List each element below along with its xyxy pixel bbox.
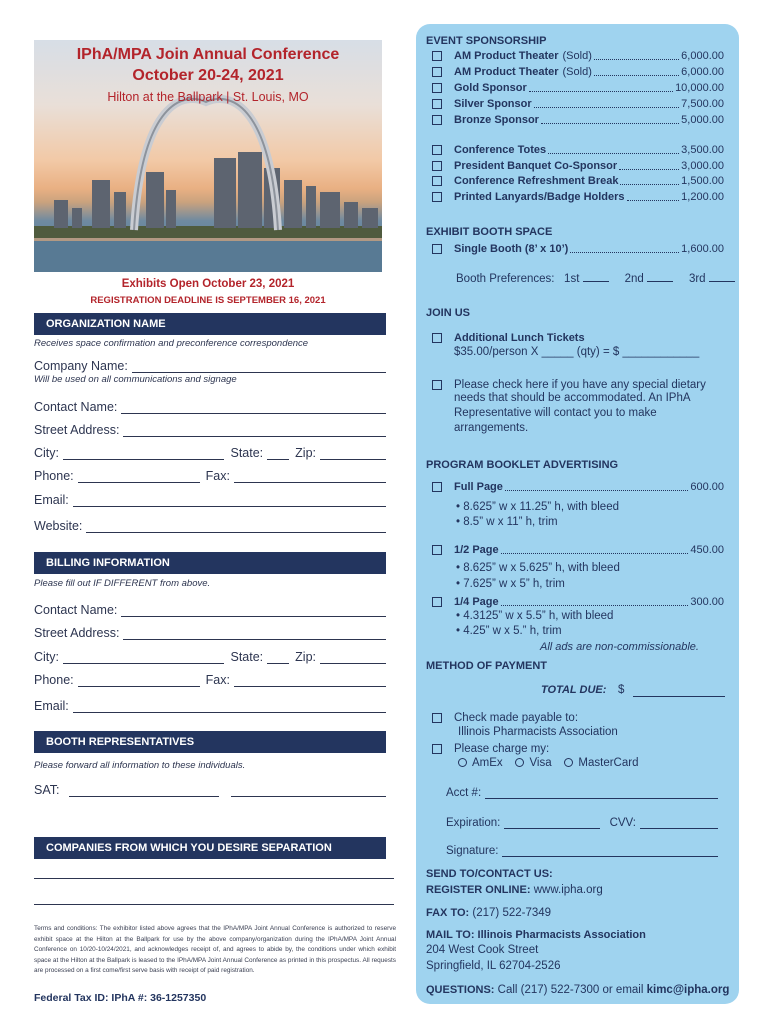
mail-to-label: MAIL TO: Illinois Pharmacists Association (426, 929, 646, 941)
sponsorship-label: Bronze Sponsor (454, 113, 539, 126)
phone-label: Phone: (34, 469, 74, 483)
total-due-currency: $ (618, 684, 625, 696)
terms-and-conditions: Terms and conditions: The exhibitor listed above agrees that the IPhA/MPA Joint Annual Conference is authorized to reserve exhibit space at the Hilton at the Ballpark for use by the above company/organization during the IPhA/MPA Joint Annual Conference on 10/20-10/24/2021, and acknowledges receipt of, and agrees to abide by, the conditions under which exhibit space at the Hilton at the Ballpark is leased to the IPhA/MPA Joint Annual Conference as printed in this prospectus. All requests are processed on a first come/first serve basis with receipt of paid registration. (34, 925, 396, 975)
billing-city-label: City: (34, 650, 59, 664)
sponsorship-option[interactable] (432, 173, 724, 188)
booth-preferences (456, 272, 735, 285)
state-label: State: (230, 446, 264, 460)
send-to-header: SEND TO/CONTACT US: (426, 868, 553, 880)
lunch-tickets-price: $35.00/person X _____ (qty) = $ ____________ (454, 346, 700, 358)
pref-3-label: 3rd (688, 273, 706, 285)
leader-dots (620, 176, 679, 185)
check-payment-label: Check made payable to: (454, 711, 579, 724)
charge-card-label: Please charge my: (454, 742, 550, 755)
leader-dots (594, 67, 679, 76)
card-type-options (458, 757, 638, 769)
account-number-field[interactable] (446, 784, 718, 799)
sat-input-2[interactable] (231, 785, 386, 797)
website-label: Website: (34, 519, 83, 533)
phone-fax-field[interactable] (34, 467, 386, 483)
organization-note: Receives space confirmation and preconference correspondence (34, 338, 309, 349)
sponsorship-checkbox[interactable] (432, 176, 442, 186)
leader-dots (619, 161, 679, 170)
total-due-label: TOTAL DUE: (541, 684, 607, 696)
quarter-page-ad-option[interactable] (432, 594, 724, 609)
sponsorship-checkbox[interactable] (432, 83, 442, 93)
sponsorship-option[interactable] (432, 80, 724, 95)
dietary-needs-text-4: arrangements. (454, 422, 529, 434)
email-field[interactable] (34, 491, 386, 507)
sponsorship-option[interactable] (432, 158, 724, 173)
expiration-cvv-field[interactable] (446, 814, 718, 829)
sponsorship-amount: 3,500.00 (681, 143, 724, 156)
billing-street-address-field[interactable] (34, 624, 386, 640)
leader-dots (594, 51, 679, 60)
exhibits-open-date: Exhibits Open October 23, 2021 (121, 278, 295, 290)
state-input[interactable] (267, 448, 289, 460)
email-input[interactable] (73, 495, 386, 507)
quarter-page-ad-checkbox[interactable] (432, 597, 442, 607)
billing-email-input[interactable] (73, 701, 386, 713)
billing-section-header: BILLING INFORMATION (34, 552, 386, 574)
fax-to (426, 907, 551, 919)
hero-image (34, 40, 382, 272)
half-page-spec-1: • 8.625” w x 5.625” h, with bleed (456, 562, 620, 574)
street-address-field[interactable] (34, 421, 386, 437)
sponsorship-status: (Sold) (562, 65, 592, 78)
billing-zip-label: Zip: (295, 650, 316, 664)
sponsorship-label: AM Product Theater (454, 49, 559, 62)
signature-label: Signature: (446, 845, 499, 857)
sponsorship-checkbox[interactable] (432, 161, 442, 171)
single-booth-amount: 1,600.00 (681, 242, 724, 255)
sponsorship-label: AM Product Theater (454, 65, 559, 78)
check-payment-option[interactable] (432, 710, 724, 725)
single-booth-checkbox[interactable] (432, 244, 442, 254)
lunch-tickets-option[interactable] (432, 330, 724, 345)
leader-dots (548, 145, 679, 154)
charge-card-option[interactable] (432, 741, 724, 756)
billing-city-input[interactable] (63, 652, 224, 664)
amex-radio[interactable] (458, 758, 467, 767)
conference-venue: Hilton at the Ballpark | St. Louis, MO (107, 90, 309, 104)
exhibit-booth-header: EXHIBIT BOOTH SPACE (426, 226, 553, 238)
billing-email-label: Email: (34, 699, 69, 713)
quarter-page-spec-2: • 4.25” w x 5.” h, trim (456, 625, 562, 637)
company-name-input[interactable] (132, 361, 386, 373)
website-input[interactable] (86, 521, 386, 533)
billing-street-address-label: Street Address: (34, 626, 120, 640)
booklet-header: PROGRAM BOOKLET ADVERTISING (426, 459, 619, 471)
sponsorship-checkbox[interactable] (432, 115, 442, 125)
sponsorship-label: Silver Sponsor (454, 97, 532, 110)
billing-contact-name-input[interactable] (121, 605, 386, 617)
register-online (426, 884, 603, 896)
sponsorship-label: President Banquet Co-Sponsor (454, 159, 618, 172)
contact-name-label: Contact Name: (34, 400, 118, 414)
mail-to-city: Springfield, IL 62704-2526 (426, 960, 561, 972)
sponsorship-amount: 10,000.00 (675, 81, 724, 94)
lunch-tickets-label: Additional Lunch Tickets (454, 331, 585, 344)
sponsorship-option[interactable] (432, 48, 724, 63)
sat-input-1[interactable] (69, 785, 219, 797)
sponsorship-checkbox[interactable] (432, 99, 442, 109)
signature-field[interactable] (446, 842, 718, 857)
mail-to-street: 204 West Cook Street (426, 944, 539, 956)
billing-zip-input[interactable] (320, 652, 386, 664)
contact-name-input[interactable] (121, 402, 386, 414)
billing-state-input[interactable] (267, 652, 289, 664)
organization-section-header: ORGANIZATION NAME (34, 313, 386, 335)
pref-2-label: 2nd (624, 273, 644, 285)
questions-label: QUESTIONS: (426, 984, 495, 996)
city-state-zip-field[interactable] (34, 444, 386, 460)
sponsorship-amount: 5,000.00 (681, 113, 724, 126)
visa-label: Visa (529, 757, 552, 769)
single-booth-label: Single Booth (8’ x 10’) (454, 242, 569, 255)
account-number-label: Acct #: (446, 787, 482, 799)
sponsorship-amount: 1,200.00 (681, 190, 724, 203)
signature-input[interactable] (502, 846, 718, 857)
half-page-spec-2: • 7.625” w x 5” h, trim (456, 578, 565, 590)
leader-dots (541, 115, 679, 124)
join-us-header: JOIN US (426, 307, 471, 319)
visa-radio[interactable] (515, 758, 524, 767)
billing-city-state-zip-field[interactable] (34, 648, 386, 664)
billing-phone-fax-field[interactable] (34, 671, 386, 687)
email-label: Email: (34, 493, 69, 507)
company-name-label: Company Name: (34, 359, 128, 373)
expiration-label: Expiration: (446, 817, 501, 829)
registration-deadline: REGISTRATION DEADLINE IS SEPTEMBER 16, 2021 (90, 295, 326, 306)
fax-to-label: FAX TO: (426, 907, 470, 919)
full-page-spec-2: • 8.5” w x 11” h, trim (456, 516, 558, 528)
dietary-needs-text-2: needs that should be accommodated. An IPhA (454, 392, 691, 404)
street-address-label: Street Address: (34, 423, 120, 437)
account-number-input[interactable] (485, 788, 718, 799)
sat-label: SAT: (34, 783, 60, 797)
sponsorship-checkbox[interactable] (432, 145, 442, 155)
separation-input-2[interactable] (34, 904, 394, 905)
city-input[interactable] (63, 448, 224, 460)
half-page-ad-checkbox[interactable] (432, 545, 442, 555)
sponsorship-checkbox[interactable] (432, 67, 442, 77)
non-commissionable-note: All ads are non-commissionable. (540, 641, 699, 653)
billing-fax-input[interactable] (234, 675, 386, 687)
amex-label: AmEx (472, 757, 503, 769)
billing-email-field[interactable] (34, 697, 386, 713)
questions-text: Call (217) 522-7300 or email (497, 984, 644, 996)
billing-contact-name-field[interactable] (34, 601, 386, 617)
mastercard-radio[interactable] (564, 758, 573, 767)
sponsorship-option[interactable] (432, 64, 724, 79)
leader-dots (505, 482, 688, 491)
check-payment-checkbox[interactable] (432, 713, 442, 723)
billing-phone-label: Phone: (34, 673, 74, 687)
dietary-needs-text-1: Please check here if you have any special dietary (454, 378, 706, 391)
sponsorship-amount: 7,500.00 (681, 97, 724, 110)
separation-section-header: COMPANIES FROM WHICH YOU DESIRE SEPARATION (34, 837, 386, 859)
leader-dots (501, 597, 689, 606)
sponsorship-option[interactable] (432, 142, 724, 157)
phone-input[interactable] (78, 471, 200, 483)
billing-street-address-input[interactable] (123, 628, 386, 640)
sponsorship-checkbox[interactable] (432, 192, 442, 202)
mastercard-label: MasterCard (578, 757, 639, 769)
half-page-ad-label: 1/2 Page (454, 543, 499, 556)
sponsorship-label: Printed Lanyards/Badge Holders (454, 190, 625, 203)
charge-card-checkbox[interactable] (432, 744, 442, 754)
sponsorship-amount: 6,000.00 (681, 49, 724, 62)
single-booth-option[interactable] (432, 241, 724, 256)
total-due-input[interactable] (633, 685, 725, 697)
half-page-ad-amount: 450.00 (690, 543, 724, 556)
quarter-page-spec-1: • 4.3125” w x 5.5” h, with bleed (456, 610, 614, 622)
payment-header: METHOD OF PAYMENT (426, 660, 548, 672)
fax-input[interactable] (234, 471, 386, 483)
company-name-field[interactable] (34, 357, 386, 373)
website-field[interactable] (34, 517, 386, 533)
dietary-needs-option[interactable] (432, 377, 724, 392)
register-online-label: REGISTER ONLINE: (426, 884, 531, 896)
register-online-url[interactable]: www.ipha.org (533, 884, 603, 896)
dietary-needs-text-3: Representative will contact you to make (454, 407, 657, 419)
sponsorship-checkbox[interactable] (432, 51, 442, 61)
cvv-input[interactable] (640, 818, 718, 829)
booth-reps-note: Please forward all information to these individuals. (34, 760, 246, 771)
questions (426, 984, 729, 996)
dietary-needs-checkbox[interactable] (432, 380, 442, 390)
sponsorship-status: (Sold) (562, 49, 592, 62)
cvv-label: CVV: (609, 817, 636, 829)
billing-state-label: State: (230, 650, 264, 664)
sponsorship-option[interactable] (432, 189, 724, 204)
fax-to-number: (217) 522-7349 (472, 907, 552, 919)
sponsorship-amount: 6,000.00 (681, 65, 724, 78)
sponsorship-label: Conference Refreshment Break (454, 174, 619, 187)
leader-dots (501, 545, 689, 554)
quarter-page-ad-amount: 300.00 (690, 595, 724, 608)
full-page-ad-checkbox[interactable] (432, 482, 442, 492)
check-payee: Illinois Pharmacists Association (458, 726, 618, 738)
leader-dots (529, 83, 673, 92)
billing-contact-name-label: Contact Name: (34, 603, 118, 617)
full-page-ad-amount: 600.00 (690, 480, 724, 493)
leader-dots (534, 99, 680, 108)
booth-reps-section-header: BOOTH REPRESENTATIVES (34, 731, 386, 753)
sponsorship-label: Conference Totes (454, 143, 547, 156)
pref-3-input[interactable] (709, 272, 735, 282)
billing-fax-label: Fax: (205, 673, 230, 687)
half-page-ad-option[interactable] (432, 542, 724, 557)
questions-email[interactable]: kimc@ipha.org (646, 984, 730, 996)
street-address-input[interactable] (123, 425, 386, 437)
billing-phone-input[interactable] (78, 675, 200, 687)
full-page-ad-label: Full Page (454, 480, 503, 493)
federal-tax-id: Federal Tax ID: IPhA #: 36-1257350 (34, 992, 207, 1004)
leader-dots (570, 244, 679, 253)
pref-1-label: 1st (564, 273, 580, 285)
sponsorship-amount: 3,000.00 (681, 159, 724, 172)
event-sponsorship-header: EVENT SPONSORSHIP (426, 35, 547, 47)
booth-preferences-label: Booth Preferences: (456, 273, 555, 285)
conference-dates: October 20-24, 2021 (132, 67, 284, 84)
billing-note: Please fill out IF DIFFERENT from above. (34, 578, 211, 589)
full-page-ad-option[interactable] (432, 479, 724, 494)
zip-label: Zip: (295, 446, 316, 460)
sat-field[interactable] (34, 781, 386, 797)
zip-input[interactable] (320, 448, 386, 460)
full-page-spec-1: • 8.625” w x 11.25” h, with bleed (456, 501, 619, 513)
sponsorship-label: Gold Sponsor (454, 81, 527, 94)
pref-1-input[interactable] (583, 272, 609, 282)
sponsorship-option[interactable] (432, 96, 724, 111)
sponsorship-amount: 1,500.00 (681, 174, 724, 187)
fax-label: Fax: (205, 469, 230, 483)
conference-title: IPhA/MPA Join Annual Conference (76, 46, 340, 63)
company-name-note: Will be used on all communications and signage (34, 374, 237, 385)
quarter-page-ad-label: 1/4 Page (454, 595, 499, 608)
lunch-tickets-checkbox[interactable] (432, 333, 442, 343)
city-label: City: (34, 446, 59, 460)
separation-input-1[interactable] (34, 878, 394, 879)
contact-name-field[interactable] (34, 398, 386, 414)
expiration-input[interactable] (504, 818, 599, 829)
sponsorship-option[interactable] (432, 112, 724, 127)
pref-2-input[interactable] (647, 272, 673, 282)
leader-dots (627, 192, 680, 201)
